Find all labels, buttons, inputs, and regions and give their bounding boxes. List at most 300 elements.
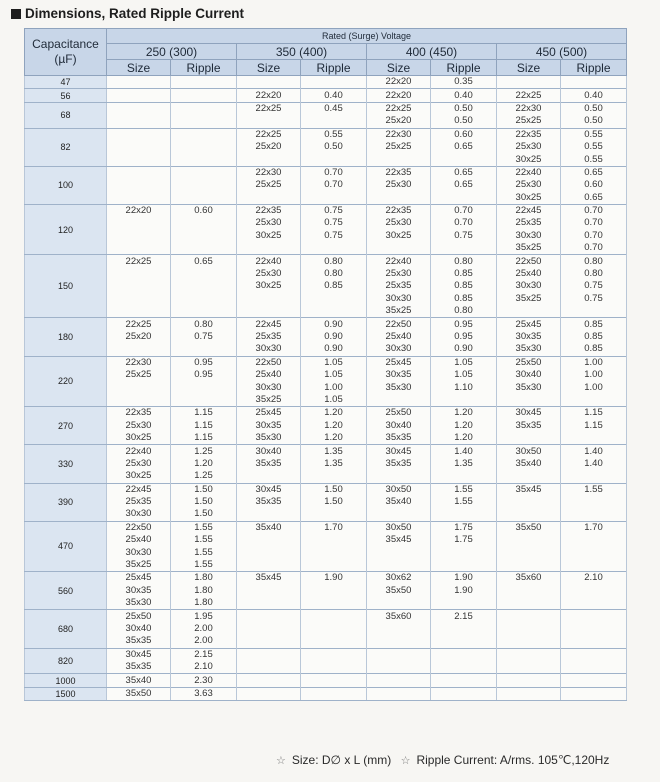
- ripple-cell: 0.95: [171, 369, 237, 381]
- ripple-cell: 1.05: [301, 369, 367, 381]
- ripple-cell: [561, 648, 627, 661]
- size-cell: 35x35: [107, 661, 171, 674]
- voltage-header-350: 350 (400): [237, 44, 367, 60]
- size-cell: [367, 546, 431, 558]
- ripple-cell: [431, 623, 497, 635]
- size-cell: 22x50: [497, 255, 561, 268]
- size-cell: 25x30: [367, 268, 431, 280]
- size-cell: [367, 153, 431, 166]
- size-cell: 25x40: [497, 268, 561, 280]
- ripple-cell: [561, 674, 627, 687]
- capacitance-cell: 820: [25, 648, 107, 674]
- size-cell: 35x40: [237, 521, 301, 534]
- ripple-cell: [171, 192, 237, 205]
- bullet-square-icon: [11, 9, 21, 19]
- capacitance-cell: 100: [25, 166, 107, 204]
- ripple-header: Ripple: [561, 60, 627, 76]
- size-cell: [107, 242, 171, 255]
- capacitance-cell: 470: [25, 521, 107, 572]
- size-cell: 30x45: [367, 445, 431, 458]
- ripple-cell: 1.10: [431, 381, 497, 393]
- size-cell: [497, 546, 561, 558]
- capacitance-cell: 1500: [25, 687, 107, 700]
- size-cell: 35x45: [367, 534, 431, 546]
- size-cell: 22x50: [237, 356, 301, 369]
- ripple-cell: 1.00: [561, 369, 627, 381]
- table-row: [25, 432, 627, 445]
- capacitance-cell: 180: [25, 318, 107, 356]
- ripple-cell: 1.55: [171, 521, 237, 534]
- size-cell: [367, 661, 431, 674]
- ripple-cell: 1.55: [171, 546, 237, 558]
- rated-voltage-header: Rated (Surge) Voltage: [107, 29, 627, 44]
- size-cell: [237, 242, 301, 255]
- table-row: [25, 141, 627, 153]
- ripple-cell: 1.50: [171, 496, 237, 508]
- size-cell: [497, 623, 561, 635]
- ripple-cell: 1.20: [301, 407, 367, 420]
- size-cell: 35x35: [497, 420, 561, 432]
- size-cell: [497, 648, 561, 661]
- size-cell: [237, 623, 301, 635]
- ripple-cell: 1.35: [301, 445, 367, 458]
- table-row: [25, 496, 627, 508]
- size-cell: 25x45: [497, 318, 561, 331]
- size-cell: [367, 674, 431, 687]
- size-cell: 25x30: [107, 458, 171, 470]
- size-cell: 35x25: [107, 559, 171, 572]
- footnote: [276, 753, 615, 767]
- ripple-cell: 1.40: [561, 458, 627, 470]
- ripple-cell: [561, 661, 627, 674]
- ripple-cell: [561, 559, 627, 572]
- size-cell: [497, 394, 561, 407]
- ripple-cell: [171, 102, 237, 115]
- ripple-note: Ripple Current: A/rms. 105℃,120Hz: [416, 753, 610, 767]
- table-row: [25, 546, 627, 558]
- size-cell: 30x40: [237, 445, 301, 458]
- ripple-cell: 2.15: [431, 610, 497, 623]
- table-row: [25, 305, 627, 318]
- size-cell: [237, 687, 301, 700]
- table-row: [25, 242, 627, 255]
- ripple-cell: [171, 242, 237, 255]
- size-cell: 30x25: [107, 470, 171, 483]
- ripple-cell: 1.20: [431, 420, 497, 432]
- size-cell: 25x35: [497, 217, 561, 229]
- ripple-cell: 2.30: [171, 674, 237, 687]
- ripple-cell: 0.80: [431, 255, 497, 268]
- ripple-cell: 1.55: [431, 483, 497, 496]
- size-cell: 25x30: [107, 420, 171, 432]
- size-cell: [107, 192, 171, 205]
- size-cell: [237, 305, 301, 318]
- size-cell: [237, 559, 301, 572]
- ripple-cell: 1.90: [431, 585, 497, 597]
- ripple-cell: [301, 305, 367, 318]
- ripple-cell: 1.00: [561, 356, 627, 369]
- size-cell: [237, 508, 301, 521]
- size-cell: [237, 674, 301, 687]
- ripple-cell: [431, 687, 497, 700]
- ripple-cell: [431, 635, 497, 648]
- size-cell: [107, 305, 171, 318]
- ripple-header: Ripple: [301, 60, 367, 76]
- size-cell: 30x30: [107, 508, 171, 521]
- ripple-cell: 2.00: [171, 635, 237, 648]
- size-header: Size: [367, 60, 431, 76]
- ripple-cell: 0.85: [561, 318, 627, 331]
- ripple-cell: [301, 687, 367, 700]
- size-cell: 25x30: [237, 268, 301, 280]
- section-title: [11, 6, 244, 21]
- size-cell: [107, 179, 171, 191]
- table-row: [25, 230, 627, 242]
- table-row: [25, 648, 627, 661]
- table-row: [25, 280, 627, 292]
- voltage-header-450: 450 (500): [497, 44, 627, 60]
- size-cell: [497, 432, 561, 445]
- size-cell: 22x40: [497, 166, 561, 179]
- size-cell: 22x30: [237, 166, 301, 179]
- ripple-cell: 0.60: [561, 179, 627, 191]
- table-row: [25, 331, 627, 343]
- ripple-cell: 0.70: [431, 204, 497, 217]
- ripple-cell: [561, 585, 627, 597]
- ripple-cell: [171, 217, 237, 229]
- size-cell: 22x50: [107, 521, 171, 534]
- table-row: [25, 153, 627, 166]
- ripple-cell: 1.25: [171, 470, 237, 483]
- section-title-text: Dimensions, Rated Ripple Current: [25, 6, 245, 21]
- ripple-cell: 1.80: [171, 572, 237, 585]
- ripple-cell: [301, 635, 367, 648]
- size-cell: [107, 128, 171, 141]
- ripple-cell: [171, 141, 237, 153]
- size-header: Size: [497, 60, 561, 76]
- size-cell: 35x35: [367, 432, 431, 445]
- size-cell: 35x45: [497, 483, 561, 496]
- voltage-header-250: 250 (300): [107, 44, 237, 60]
- size-cell: 25x45: [367, 356, 431, 369]
- ripple-cell: 1.15: [561, 407, 627, 420]
- size-cell: [237, 115, 301, 128]
- size-cell: [107, 280, 171, 292]
- ripple-cell: [561, 76, 627, 89]
- size-cell: 22x35: [367, 166, 431, 179]
- size-cell: 22x50: [367, 318, 431, 331]
- ripple-cell: 0.75: [301, 204, 367, 217]
- size-cell: 25x25: [497, 115, 561, 128]
- table-row: [25, 623, 627, 635]
- ripple-cell: [301, 153, 367, 166]
- size-cell: 30x40: [107, 623, 171, 635]
- voltage-header-400: 400 (450): [367, 44, 497, 60]
- size-cell: 22x30: [367, 128, 431, 141]
- ripple-cell: [561, 394, 627, 407]
- capacitance-cell: 330: [25, 445, 107, 483]
- ripple-cell: 0.80: [171, 318, 237, 331]
- size-cell: 35x60: [367, 610, 431, 623]
- size-cell: 30x35: [497, 331, 561, 343]
- ripple-cell: [301, 674, 367, 687]
- ripple-cell: [301, 559, 367, 572]
- size-cell: 35x25: [237, 394, 301, 407]
- size-cell: 22x35: [107, 407, 171, 420]
- table-row: [25, 255, 627, 268]
- ripple-cell: [171, 179, 237, 191]
- capacitance-cell: 270: [25, 407, 107, 445]
- size-cell: 25x20: [367, 115, 431, 128]
- ripple-header: Ripple: [171, 60, 237, 76]
- size-cell: [237, 546, 301, 558]
- size-cell: [237, 597, 301, 610]
- size-cell: [497, 76, 561, 89]
- size-cell: [497, 635, 561, 648]
- ripple-cell: [431, 508, 497, 521]
- size-cell: 30x30: [497, 230, 561, 242]
- ripple-cell: [171, 268, 237, 280]
- ripple-cell: 0.80: [561, 268, 627, 280]
- ripple-cell: 1.15: [171, 420, 237, 432]
- table-row: [25, 508, 627, 521]
- size-cell: 25x45: [237, 407, 301, 420]
- size-cell: [107, 89, 171, 102]
- size-cell: 22x45: [497, 204, 561, 217]
- ripple-cell: [561, 687, 627, 700]
- capacitance-label: Capacitance: [32, 37, 99, 51]
- ripple-cell: 0.85: [431, 268, 497, 280]
- table-row: [25, 585, 627, 597]
- ripple-cell: 0.60: [171, 204, 237, 217]
- size-cell: 22x25: [497, 89, 561, 102]
- ripple-cell: 0.75: [561, 293, 627, 305]
- ripple-cell: 0.55: [561, 141, 627, 153]
- ripple-cell: 0.85: [431, 293, 497, 305]
- ripple-cell: [171, 343, 237, 356]
- size-cell: 25x40: [367, 331, 431, 343]
- table-row: [25, 687, 627, 700]
- size-cell: [107, 293, 171, 305]
- ripple-cell: 1.50: [301, 483, 367, 496]
- ripple-cell: 0.80: [431, 305, 497, 318]
- ripple-cell: 0.85: [561, 343, 627, 356]
- size-cell: 35x40: [367, 496, 431, 508]
- ripple-cell: [561, 546, 627, 558]
- size-cell: 25x20: [107, 331, 171, 343]
- ripple-cell: [301, 534, 367, 546]
- ripple-cell: [301, 76, 367, 89]
- size-cell: 22x20: [367, 89, 431, 102]
- capacitance-cell: 1000: [25, 674, 107, 687]
- table-row: [25, 204, 627, 217]
- ripple-cell: [301, 546, 367, 558]
- size-cell: 35x40: [107, 674, 171, 687]
- capacitance-cell: 82: [25, 128, 107, 166]
- table-row: [25, 89, 627, 102]
- size-cell: 30x40: [497, 369, 561, 381]
- size-cell: 30x35: [107, 585, 171, 597]
- ripple-cell: 3.63: [171, 687, 237, 700]
- ripple-cell: 0.70: [561, 204, 627, 217]
- ripple-cell: 0.70: [561, 230, 627, 242]
- size-cell: [237, 76, 301, 89]
- ripple-cell: 0.80: [301, 268, 367, 280]
- size-cell: [107, 166, 171, 179]
- size-cell: 35x50: [367, 585, 431, 597]
- size-cell: 25x50: [107, 610, 171, 623]
- size-cell: 25x35: [107, 496, 171, 508]
- ripple-cell: [561, 597, 627, 610]
- size-cell: 35x30: [497, 343, 561, 356]
- size-cell: [237, 610, 301, 623]
- size-cell: 22x25: [107, 255, 171, 268]
- ripple-cell: 0.90: [301, 318, 367, 331]
- size-cell: 25x30: [367, 179, 431, 191]
- ripple-cell: [431, 470, 497, 483]
- size-cell: 22x20: [107, 204, 171, 217]
- capacitance-cell: 390: [25, 483, 107, 521]
- size-cell: [497, 534, 561, 546]
- table-row: [25, 179, 627, 191]
- table-row: [25, 102, 627, 115]
- size-cell: 22x35: [367, 204, 431, 217]
- table-row: [25, 293, 627, 305]
- ripple-cell: [171, 394, 237, 407]
- size-cell: [367, 242, 431, 255]
- star-icon: ☆: [400, 755, 411, 767]
- size-cell: [497, 508, 561, 521]
- ripple-cell: 0.45: [301, 102, 367, 115]
- size-cell: 35x30: [497, 381, 561, 393]
- ripple-cell: 1.00: [561, 381, 627, 393]
- table-row: [25, 674, 627, 687]
- size-cell: 25x25: [367, 141, 431, 153]
- table-row: [25, 534, 627, 546]
- table-row: [25, 420, 627, 432]
- size-cell: 30x50: [367, 521, 431, 534]
- size-cell: 22x40: [367, 255, 431, 268]
- size-cell: 25x25: [107, 369, 171, 381]
- ripple-cell: 0.85: [301, 280, 367, 292]
- size-cell: [367, 597, 431, 610]
- capacitance-cell: 680: [25, 610, 107, 648]
- size-cell: [107, 115, 171, 128]
- size-cell: 22x25: [367, 102, 431, 115]
- capacitance-unit: (µF): [54, 52, 77, 66]
- ripple-cell: 0.35: [431, 76, 497, 89]
- ripple-cell: 0.65: [431, 179, 497, 191]
- ripple-cell: [431, 661, 497, 674]
- capacitance-cell: 68: [25, 102, 107, 128]
- size-cell: 30x40: [367, 420, 431, 432]
- table-row: [25, 318, 627, 331]
- capacitance-header: [25, 29, 107, 76]
- ripple-cell: [301, 192, 367, 205]
- ripple-cell: 2.10: [561, 572, 627, 585]
- table-row: [25, 76, 627, 89]
- size-cell: 22x35: [497, 128, 561, 141]
- ripple-cell: 1.80: [171, 585, 237, 597]
- table-row: [25, 470, 627, 483]
- size-cell: 35x25: [497, 242, 561, 255]
- size-cell: 25x50: [497, 356, 561, 369]
- ripple-cell: 0.80: [301, 255, 367, 268]
- ripple-cell: 1.05: [301, 394, 367, 407]
- ripple-cell: [301, 293, 367, 305]
- size-cell: 30x35: [237, 420, 301, 432]
- size-cell: 22x25: [107, 318, 171, 331]
- size-cell: 30x30: [367, 343, 431, 356]
- table-header: [25, 29, 627, 76]
- size-cell: [237, 534, 301, 546]
- table-row: [25, 483, 627, 496]
- ripple-cell: 1.90: [301, 572, 367, 585]
- ripple-cell: 0.75: [561, 280, 627, 292]
- ripple-cell: 0.75: [171, 331, 237, 343]
- size-cell: 30x30: [367, 293, 431, 305]
- ripple-cell: 1.55: [171, 534, 237, 546]
- size-cell: 35x35: [237, 458, 301, 470]
- table-row: [25, 369, 627, 381]
- ripple-cell: 0.40: [561, 89, 627, 102]
- ripple-cell: 0.70: [301, 166, 367, 179]
- size-cell: [237, 153, 301, 166]
- table-row: [25, 394, 627, 407]
- ripple-cell: 1.15: [561, 420, 627, 432]
- ripple-cell: 1.90: [431, 572, 497, 585]
- table-row: [25, 661, 627, 674]
- ripple-cell: 1.50: [171, 483, 237, 496]
- size-cell: 25x25: [237, 179, 301, 191]
- ripple-cell: 1.50: [301, 496, 367, 508]
- size-cell: [497, 610, 561, 623]
- size-cell: 35x50: [107, 687, 171, 700]
- size-cell: 25x35: [237, 331, 301, 343]
- ripple-cell: 1.35: [301, 458, 367, 470]
- size-header: Size: [107, 60, 171, 76]
- size-cell: 30x50: [497, 445, 561, 458]
- size-cell: 25x40: [237, 369, 301, 381]
- ripple-cell: 0.55: [301, 128, 367, 141]
- ripple-cell: 0.60: [431, 128, 497, 141]
- size-cell: 22x20: [367, 76, 431, 89]
- size-cell: 25x35: [367, 280, 431, 292]
- size-cell: [497, 687, 561, 700]
- ripple-cell: 2.10: [171, 661, 237, 674]
- ripple-cell: [431, 192, 497, 205]
- size-cell: 30x45: [497, 407, 561, 420]
- size-cell: 35x30: [237, 432, 301, 445]
- ripple-cell: [171, 128, 237, 141]
- table-row: [25, 597, 627, 610]
- size-cell: 35x60: [497, 572, 561, 585]
- ripple-cell: [301, 648, 367, 661]
- table-row: [25, 458, 627, 470]
- table-row: [25, 268, 627, 280]
- size-cell: [237, 192, 301, 205]
- ripple-cell: 1.75: [431, 534, 497, 546]
- size-cell: 35x30: [367, 381, 431, 393]
- ripple-cell: [561, 432, 627, 445]
- size-cell: 35x25: [367, 305, 431, 318]
- size-note: Size: D∅ x L (mm): [291, 753, 392, 767]
- size-cell: [497, 559, 561, 572]
- size-cell: 30x25: [367, 230, 431, 242]
- size-cell: 30x25: [237, 230, 301, 242]
- size-cell: [497, 661, 561, 674]
- ripple-cell: 1.40: [561, 445, 627, 458]
